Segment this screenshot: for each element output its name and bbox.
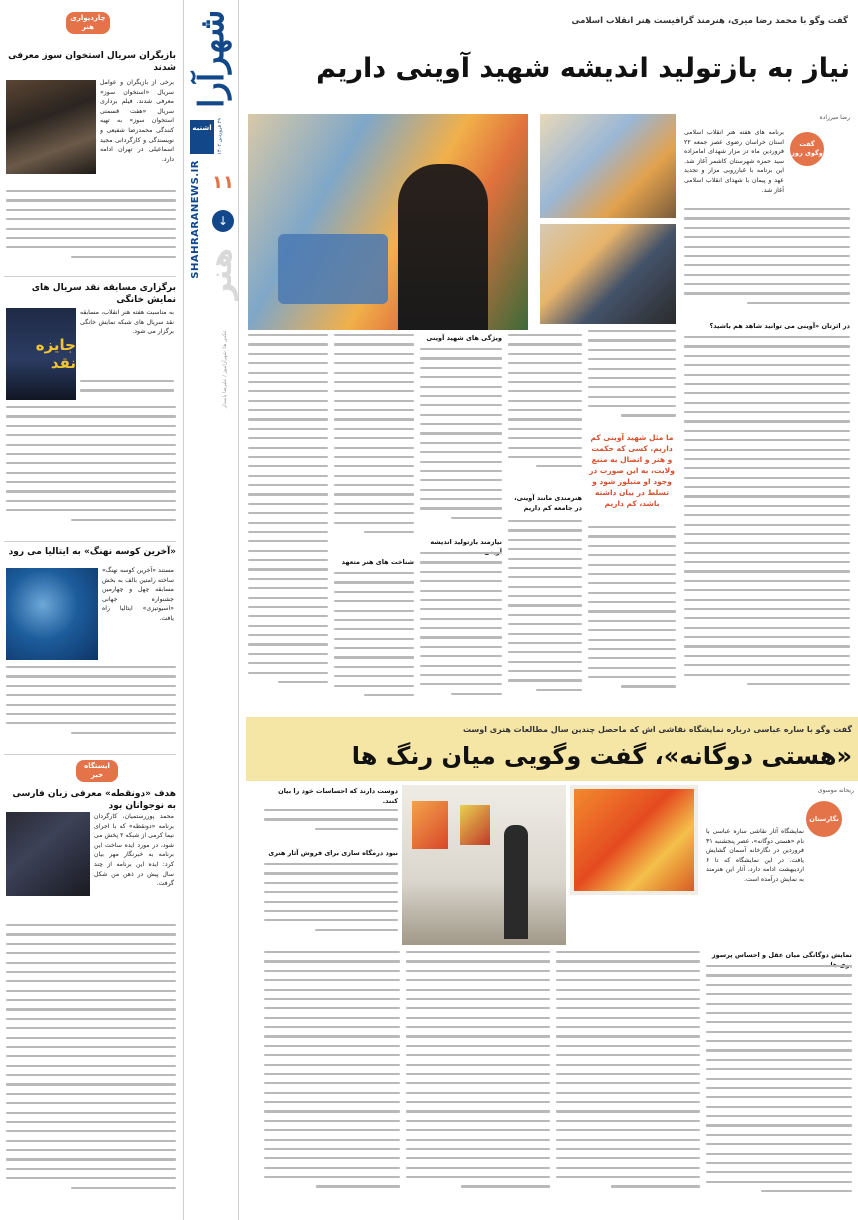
main-col-3a: [508, 334, 582, 484]
second-story: [246, 717, 858, 1220]
second-intro: نمایشگاه آثار نقاشی ساره عباسی با نام «هستی دوگانه»، عصر پنجشنبه ۳۱ فروردین در نگارخانه آسمان گشایش یافت. در این نمایشگاه که تا ۶ اردیبهشت ادامه دارد، آثار این هنرمند به نمایش درآمده است.: [706, 828, 804, 883]
sidebar-badge-art: چاردیواری هنر: [66, 12, 110, 34]
main-col-6: [248, 334, 328, 708]
section-name: هنر: [204, 248, 239, 300]
poster-title: جایزه نقد: [35, 336, 76, 372]
main-pull-quote: ما مثل شهید آوینی کم داریم. کسی که حکمت و هنر و اتصال به منبع ولایت، به این صورت در وجود او متبلور شود و تسلط در بیان داشته باشد، کم داریم: [589, 433, 675, 508]
second-col-4: [264, 951, 400, 1215]
gallery-painting-a: [412, 801, 448, 849]
second-category-badge: نگارستان: [806, 801, 842, 837]
date-line: ۲۹ فروردین ۱۴۰۲: [217, 118, 223, 155]
sidebar-story3-title[interactable]: «آخرین کوسه نهنگ» به ایتالیا می رود: [8, 547, 176, 557]
main-col-4b: [420, 552, 502, 708]
sidebar-story3-body: [6, 666, 176, 748]
second-pull-caption: دوست دارند که احساسات خود را بیان کنند.: [278, 787, 398, 805]
sidebar-story1-lead: برخی از بازیگران و عوامل سریال «استخوان سوز» معرفی شدند. فیلم برداری سریال «هفت قسمتی استخوان سوز» به تهیه کنندگی محمدرضا شفیعی و نویسندگی و کارگردانی مجید اسماعیلی در تهران ادامه دارد.: [100, 79, 174, 163]
sidebar-story1-title[interactable]: بازیگران سریال استخوان سوز معرفی شدند: [8, 51, 176, 73]
sidebar-story4-photo: [6, 812, 90, 896]
second-col-a: [264, 809, 398, 845]
main-col-4a: [420, 348, 502, 534]
second-headline[interactable]: «هستی دوگانه»، گفت وگویی میان رنگ ها: [351, 742, 852, 770]
sidebar-story1-body: [6, 190, 176, 270]
sidebar-story2-lead: به مناسبت هفته هنر انقلاب، مسابقه نقد سریال های شبکه نمایش خانگی برگزار می شود.: [80, 309, 174, 336]
newspaper-logo[interactable]: شهرآرا: [192, 10, 232, 109]
divider: [4, 276, 176, 277]
sidebar-story3-lead: مستند «آخرین کوسه نهنگ» ساخته رامتین بالف به بخش مسابقه چهل و چهارمین جشنواره جهانی «اسیوتیزی» ایتالیا راه یافت.: [102, 567, 174, 622]
sidebar-story4-body: [6, 924, 176, 1214]
main-author: رضا میرزاده: [819, 114, 850, 121]
second-col-1: [706, 965, 852, 1215]
category-badge: گفت وگوی روز: [790, 132, 824, 166]
main-col-2a: [588, 330, 676, 422]
main-hero-photo: [248, 114, 528, 330]
website-url[interactable]: SHAHRARANEWS.IR: [190, 160, 201, 279]
second-col-b: [264, 863, 398, 945]
page-number: ۱۱: [212, 172, 234, 193]
sidebar-column: [0, 0, 180, 1220]
second-col-3: [406, 951, 550, 1215]
second-photo-gallery: [402, 785, 566, 945]
main-intro-cont: [684, 208, 850, 318]
second-author: ریحانه موسوی: [817, 787, 854, 794]
sidebar-story4-title[interactable]: هدف «دونقطه» معرفی زبان فارسی به نوجوانان بود: [12, 789, 176, 811]
main-col-3b: [508, 520, 582, 708]
masthead-strip: [183, 0, 239, 1220]
sidebar-story2-body: [80, 380, 174, 404]
main-photo-mural: [540, 114, 676, 218]
divider: [4, 754, 176, 755]
second-subhead1: نمایش دوگانگی میان عقل و احساس پرسوز: [711, 951, 852, 959]
sidebar-badge-news: ایستگاه خبر: [76, 760, 118, 782]
main-headline[interactable]: نیاز به بازتولید اندیشه شهید آوینی داریم: [316, 53, 850, 84]
main-subhead4: هنرمندی مانند آوینی، در جامعه کم داریم: [514, 494, 582, 512]
main-kicker: گفت وگو با محمد رضا میری، هنرمند گرافیست هنر انقلاب اسلامی: [571, 16, 848, 26]
sidebar-story2-poster: [6, 308, 76, 400]
artist-figure: [398, 164, 488, 330]
main-subhead1: ویژگی های شهید آوینی: [426, 334, 502, 342]
sidebar-story2-title[interactable]: برگزاری مسابقه نقد سریال های نمایش خانگی: [31, 283, 176, 305]
second-photo-painting: [570, 785, 698, 895]
edition-box: [190, 120, 214, 154]
divider: [4, 541, 176, 542]
sidebar-story2-body-cont: [6, 406, 176, 536]
sidebar-story3-photo: [6, 568, 98, 660]
sidebar-story4-lead: محمد پوررستمیان، کارگردان برنامه «دونقطه» که با اجرای نیما کرمی از شبکه ۲ پخش می شود، در مورد ایده ساخت این برنامه به خبرنگار مهر بیان کرد: ایده این برنامه از چند سال پیش در ذهن من شکل گرفت.: [94, 813, 174, 888]
second-col-2: [556, 951, 700, 1215]
main-subhead3: شناخت های هنر متعهد: [341, 558, 414, 566]
main-photo-portrait: [540, 224, 676, 324]
mural-camera: [278, 234, 388, 304]
gallery-painting-b: [460, 805, 490, 845]
main-col-5b: [334, 572, 414, 708]
main-col-2b: [588, 526, 676, 708]
sidebar-story1-photo: [6, 80, 96, 174]
second-subhead2: نبود درمگاه سازی برای فروش آثار هنری: [268, 849, 398, 857]
main-question1: در اثرتان «آوینی می توانید شاهد هم باشید؟: [709, 322, 850, 330]
arrow-down-icon[interactable]: ↓: [212, 210, 234, 232]
main-intro: برنامه های هفته هنر انقلاب اسلامی استان خراسان رضوی عصر جمعه ۲۲ فروردین ماه در مزار شهدای امامزاده سید حمزه شهرستان کاشمر آغاز شد. این برنامه با غبارروبی مزار و تجدید عهد و پیمان با شهدای انقلاب اسلامی آغاز شد.: [684, 129, 784, 194]
main-col-5a: [334, 334, 414, 554]
edition-label: اشنبه: [192, 124, 212, 132]
main-subhead2: نیازمند بازتولید اندیشه: [430, 538, 502, 546]
main-col-1: [684, 336, 850, 708]
second-kicker: گفت وگو با ساره عباسی درباره نمایشگاه نقاشی اش که ماحصل چندین سال مطالعات هنری اوست: [462, 725, 852, 734]
visitor-figure: [504, 825, 528, 939]
photo-credit-vertical: عکس ها: شهرآرانیوز / علیرضا پاسدار: [222, 330, 228, 409]
